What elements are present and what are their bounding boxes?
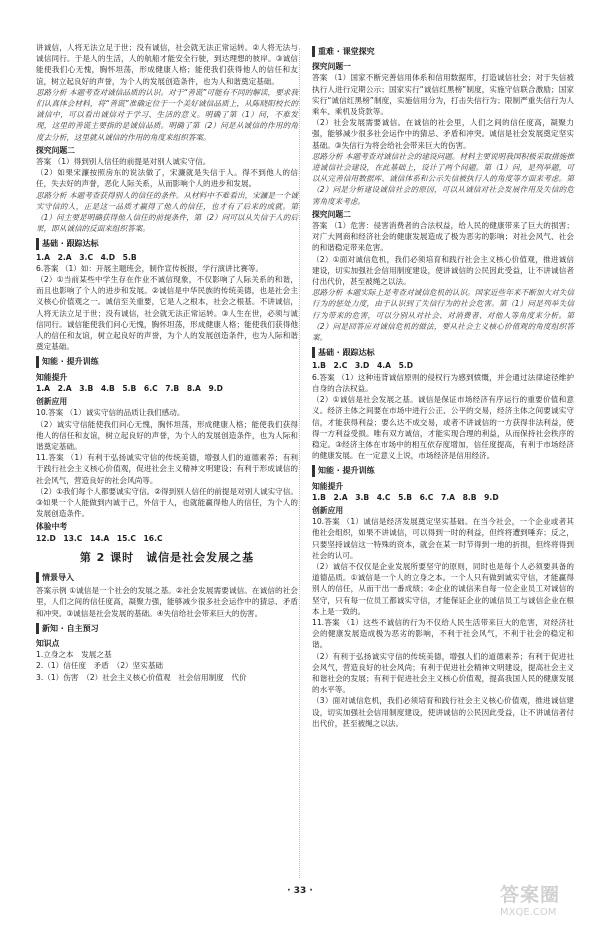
choice-answers: 1.A 2.A 3.C 4.D 5.B [36, 252, 137, 262]
answer-text: 讲诚信，人将无法立足于世；没有诚信，社会就无法正常运转。②人将无法与诚信同行。于是人的生活，人的航船才能安全行驶，到达理想的彼岸。③诚信能使我们心无愧，胸怀坦荡，形成健康人格；能使我们获得他人的信任和友谊，树立起良好的声誉，为个人的发展创造条件，也为人和谐奠定基础。 [36, 43, 298, 86]
analysis-text: 思路分析 本题考查获得别人的信任的条件。从材料中不难看出，宋濂是一个诚实守信的人，正是这一品质才赢得了他人的信任，也才有了后来的成就。第（1）问主要是明确获得他人信任的前提条件，第（2）问可以从失信于人的后果，即从诚信的反面来组织答案。 [36, 190, 298, 234]
answer-text: 10.答案 （1）诚信是经济发展奠定坚实基础。在当今社会，一个企业或者其他社会组织，如果不讲诚信，可以得到一时的利益，但终将遭到唾弃；反之，只要坚持诚信这一特殊的资本，就会在某一时节得到一地的折损，但终将得到社会的认可。 [312, 517, 574, 560]
analysis-text: 思路分析 本题考查对诚信社会的建设问题。材料主要说明我国积极采取措施推进诚信社会建设，在此基础上，设计了两个问题。第（1）问，是列举题，可以从完善信用数据库、诚信体系和公示失信被执行人的角度等方面来考虑。第（2）问是分析建设诚信社会的原因，可以从诚信对社会发展作用及失信的危害角度来考虑。 [312, 151, 574, 206]
answer-text: 11.答案 （1）这些不诚信的行为不仅给人民生活带来巨大的危害，对经济社会的健康发展造成极为恶劣的影响，不利于社会风气，不利于社会的稳定和谐。 [312, 617, 574, 650]
subsection-heading: 创新应用 [312, 505, 344, 515]
answer-text: （2）①诚信是社会发展之基。诚信是保证市场经济有序运行的重要价值和意义。经济主体之间要在市场中进行公正、公平的交易，经济主体之间要诚实守信，才能获得利益；要么达不成交易，或者不讲诚信的一方获得非法利益，使得一方利益受损。唯有双方诚信，才能实现合理的利益，从而保持社会秩序的稳定。③经济主体在市场中的相互依存度增加，信任度提高，有利于市场经济的健康发展。在一定意义上说，市场经济是信用经济。 [312, 395, 574, 461]
section-heading: 知能 · 提升训练 [312, 465, 378, 476]
answer-text: （2）①当前某些中学生存在作业不诚信现象，不仅影响了人际关系的和谐，而且也影响了个人的进步和发展。②诚信是中华民族的传统美德，也是社会主义核心价值观之一。诚信至关重要，它是人之根本，社会之根基。不讲诚信，人将无法立足于世；没有诚信，社会就无法正常运转。③人生在世，必须与诚信同行。诚信能使我们问心无愧，胸怀坦荡，形成健康人格；能使我们获得他人的信任和友谊，树立起良好的声誉，为个人的发展创造条件，也为人际和谐奠定基础。 [36, 275, 298, 352]
answer-text: 3.（1）伤害 （2）社会主义核心价值观 社会信用制度 代价 [36, 672, 247, 682]
lesson-title: 第 2 课时 诚信是社会发展之基 [79, 550, 255, 564]
subsection-heading: 探究问题一 [312, 62, 351, 72]
subsection-heading: 知识点 [36, 638, 60, 648]
subsection-heading: 创新应用 [36, 397, 68, 407]
answer-text: 2.（1）信任度 矛盾 （2）坚实基础 [36, 661, 164, 671]
section-heading: 重难 · 课堂探究 [312, 46, 378, 57]
section-heading: 基础 · 跟踪达标 [312, 347, 378, 358]
subsection-heading: 探究问题二 [312, 209, 351, 219]
answer-text: （2）如果宋濂按照房东的说法做了，宋濂就是失信于人。得不到他人的信任，失去好的声誉，恶化人际关系，从而影响个人的进步和发展。 [36, 168, 298, 189]
choice-answers: 1.B 2.C 3.D 4.A 5.D [312, 361, 414, 371]
answer-text: 答案 （1）得到别人信任的前提是对别人诚实守信。 [36, 157, 211, 167]
analysis-text: 思路分析 本题实际上是考查对诚信危机的认识。国家近些年来不断加大对失信行为的惩处力度，由于认识到了失信行为的社会危害。第（1）问是列举失信行为带来的危害，可以分别从对社会、对消费者、对他人等角度来分析。第（2）问是回答应对诚信危机的做法，要从社会主义核心价值观的角度组织答案。 [312, 288, 574, 343]
choice-answers: 1.B 2.A 3.B 4.C 5.B 6.C 7.A 8.B 9.D [312, 492, 499, 502]
answer-text: （2）诚实守信能使我们问心无愧，胸怀坦荡，形成健康人格；能使我们获得他人的信任和友谊，树立起良好的声誉，为个人的发展创造条件，也为人际和谐奠定基础。 [36, 419, 298, 451]
answer-text: 答案 （1）国家不断完善信用体系和信用数据库，打造诚信社会；对于失信被执行人进行定期公示；国家实行“诚信红黑榜”制度，实施守信联合激励；国家实行“诚信红黑榜”制度，实施信用分为，打击失信行为；限制严重失信行为人乘车、乘机及贷款等。 [312, 73, 574, 117]
section-heading: 情景导入 [36, 572, 77, 583]
section-heading: 知能 · 提升训练 [36, 356, 102, 367]
answer-text: （2）①我们每个人都要诚实守信。②得到别人信任的前提是对别人诚实守信。③如果一个人能做到内诚于己，外信于人，也就能赢得他人的信任，为个人的发展创造条件。 [36, 486, 298, 519]
watermark-logo [500, 880, 590, 924]
choice-answers: 1.A 2.A 3.B 4.B 5.B 6.C 7.B 8.A 9.D [36, 383, 223, 393]
watermark-text: 答案圈 [500, 884, 561, 906]
page-number: · 33 · [287, 886, 313, 896]
answer-text: （2）有利于弘扬诚实守信的传统美德，增强人们的道德素养；有利于促进社会风气，营造良好的社会风尚；有利于促进社会精神文明建设，提高社会主义和谐社会的发展；有利于促进社会主义核心价值观，提高我国人民的健康发展的水平等。 [312, 651, 574, 695]
subsection-heading: 体验中考 [36, 522, 68, 532]
answer-text: 答案示例 ①诚信是一个社会的发展之基。②社会发展需要诚信。在诚信的社会里，人们之间的信任度高，凝聚力强，能够减少很多社会运作中的猜忌、矛盾和冲突。③诚信是社会发展的基础。④失信给社会带来巨大的伤害。 [36, 586, 298, 618]
answer-text: 6.答案 （1）如：开展主题班会，制作宣传板报，学行演讲比赛等。 [36, 263, 264, 273]
column-divider [299, 48, 300, 878]
subsection-heading: 知能提升 [36, 372, 68, 382]
answer-text: （2）①面对诚信危机，我们必须培育和践行社会主义核心价值观，推进诚信建设，切实加强社会信用制度建设，使讲诚信的公民因此受益，让不讲诚信者付出代价，甚至被绳之以法。 [312, 254, 574, 287]
section-heading: 探究问题二 [36, 145, 75, 155]
answer-text: （3）面对诚信危机，我们必须培育和践行社会主义核心价值观，推进诚信建设，切实加强社会信用制度建设，使讲诚信的公民因此受益，让不讲诚信者付出代价，甚至被绳之以法。 [312, 696, 574, 728]
answer-text: 10.答案 （1）诚实守信的品质让我们感动。 [36, 408, 185, 418]
subsection-heading: 知能提升 [312, 481, 344, 491]
left-column [36, 42, 298, 683]
answer-text: 6.答案 （1）这种违背诚信原则的侵权行为感到愤慨，并会通过法律途径维护自身的合法权益。 [312, 372, 574, 393]
analysis-text: 思路分析 本题考查对诚信品质的认识。对于“善谎”可能有不同的解读，要求我们认真体会材料，将“善谎”准确定位于一个美好诚信品质上，从陈晓阳校长的诚信中，可以看出诚信对于学习、生活的意义。明确了第（1）问，不难发现，这里的善谎主要指的是诚信品质。明确了第（2）问是从诚信的作用的角度去分析，这里就从诚信的作用的角度来组织答案。 [36, 87, 298, 142]
choice-answers: 12.D 13.C 14.A 15.C 16.C [36, 533, 163, 543]
answer-text: 答案 （1）危害：侵害消费者的合法权益，给人民的健康带来了巨大的损害；对广大网商和经济社会的健康发展造成了极为恶劣的影响；对社会风气、社会的和谐稳定带来危害。 [312, 221, 574, 253]
answer-text: （2）诚信不仅仅是企业发展所要坚守的原则，同时也是每个人必须要具备的道德品质。①诚信是一个人的立身之本。一个人只有做到诚实守信，才能赢得别人的信任，从而干出一番成绩；②企业的诚信来自每一位企业员工对诚信的坚守，只有每一位员工都诚实守信，才能保证企业的诚信员工与诚信企业在根本上是一致的。 [312, 561, 574, 616]
watermark-url: MXQE.COM [500, 907, 557, 918]
answer-text: （2）社会发展需要诚信。在诚信的社会里，人们之间的信任度高，凝聚力强，能够减少很多社会运作中的猜忌、矛盾和冲突。诚信是社会发展奠定坚实基础。③失信行为将会给社会带来巨大的伤害。 [312, 118, 574, 150]
answer-text: 11.答案 （1）有利于弘扬诚实守信的传统美德，增强人们的道德素养；有利于践行社会主义核心价值观，促进社会主义精神文明建设；有利于形成诚信的社会风气，营造良好的社会风尚等。 [36, 453, 298, 485]
answer-text: 1.立身之本 发展之基 [36, 650, 112, 660]
right-column [312, 42, 574, 729]
section-heading: 新知 · 自主预习 [36, 623, 102, 634]
section-heading: 基础 · 跟踪达标 [36, 238, 102, 249]
